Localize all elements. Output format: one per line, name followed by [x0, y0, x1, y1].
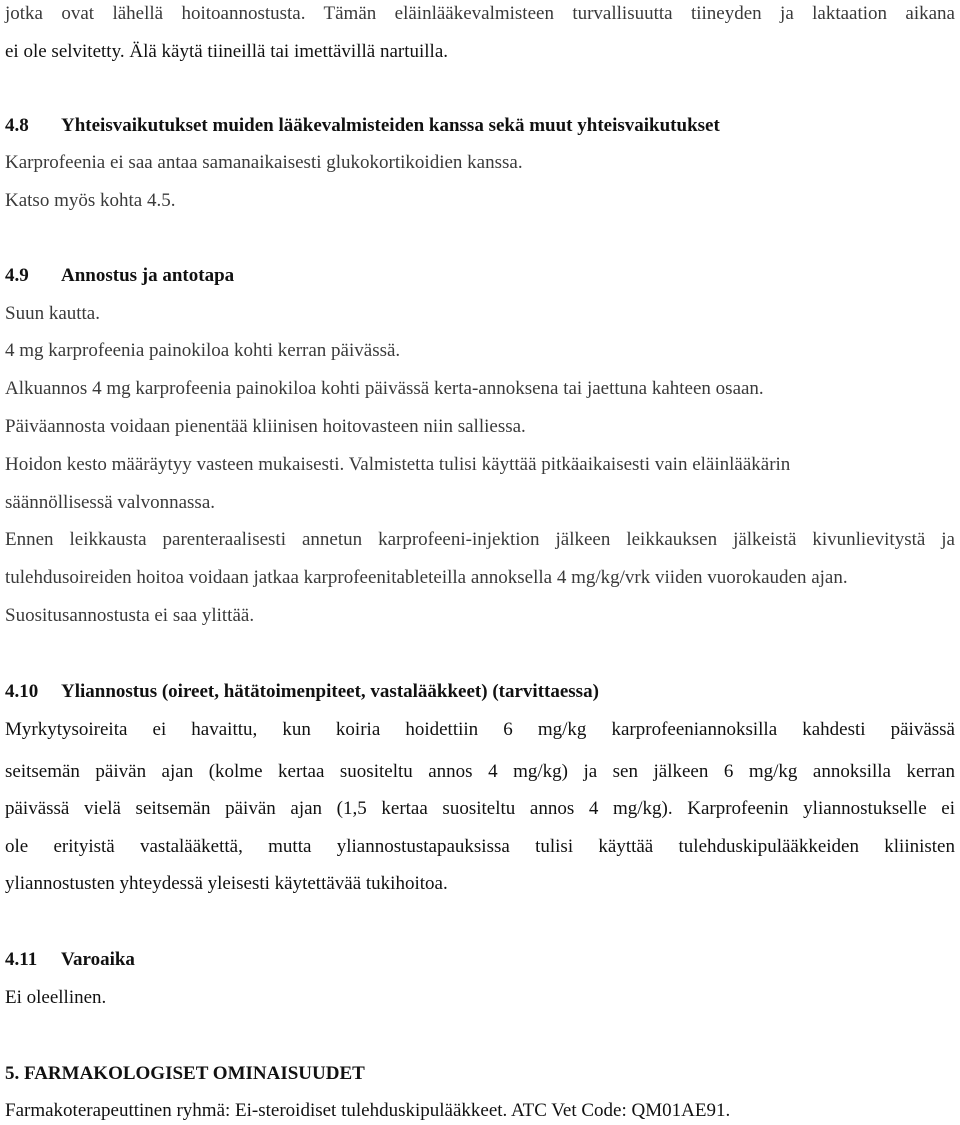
section-4-10-heading [5, 680, 599, 704]
section-number: 4.11 [5, 949, 38, 970]
paragraph-line: 4 mg karprofeenia painokiloa kohti kerran päivässä. [5, 340, 401, 361]
section-title: Annostus ja antotapa [61, 265, 235, 286]
section-4-8-line-2: Katso myös kohta 4.5. [5, 190, 176, 211]
section-4-8-heading [5, 114, 720, 138]
section-title: Yliannostus (oireet, hätätoimenpiteet, vastalääkkeet) (tarvittaessa) [61, 681, 599, 702]
section-4-9-heading [5, 264, 234, 288]
paragraph-line: Myrkytysoireita ei havaittu, kun koiria hoidettiin 6 mg/kg karprofeeniannoksilla kahdesti päivässä [5, 719, 955, 740]
paragraph-line: Ennen leikkausta parenteraalisesti annetun karprofeeni-injektion jälkeen leikkauksen jälkeistä kivunlievitystä ja [5, 529, 955, 550]
section-4-11-heading [5, 948, 135, 972]
paragraph-line: säännöllisessä valvonnassa. [5, 492, 216, 513]
paragraph-line: Suun kautta. [5, 303, 100, 324]
section-number: 4.9 [5, 265, 29, 286]
section-4-11-line-1: Ei oleellinen. [5, 987, 107, 1008]
paragraph-line: seitsemän päivän ajan (kolme kertaa suositeltu annos 4 mg/kg) ja sen jälkeen 6 mg/kg annoksilla kerran [5, 761, 955, 782]
paragraph-line: yliannostusten yhteydessä yleisesti käytettävää tukihoitoa. [5, 873, 448, 894]
section-5-line-1: Farmakoterapeuttinen ryhmä: Ei-steroidiset tulehduskipulääkkeet. ATC Vet Code: QM01AE91. [5, 1100, 731, 1121]
intro-line-2: ei ole selvitetty. Älä käytä tiineillä tai imettävillä nartuilla. [5, 41, 449, 62]
section-5-heading: 5. FARMAKOLOGISET OMINAISUUDET [5, 1063, 365, 1084]
intro-line-1: jotka ovat lähellä hoitoannostusta. Tämän eläinlääkevalmisteen turvallisuutta tiineyden ja laktaation aikana [5, 3, 955, 24]
paragraph-line: Hoidon kesto määräytyy vasteen mukaisesti. Valmistetta tulisi käyttää pitkäaikaisesti vain eläinlääkärin [5, 454, 791, 475]
paragraph-line: tulehdusoireiden hoitoa voidaan jatkaa karprofeenitableteilla annoksella 4 mg/kg/vrk viiden vuorokauden ajan. [5, 567, 848, 588]
paragraph-line: Päiväannosta voidaan pienentää kliinisen hoitovasteen niin salliessa. [5, 416, 526, 437]
section-title: Varoaika [61, 949, 135, 970]
paragraph-line: Alkuannos 4 mg karprofeenia painokiloa kohti päivässä kerta-annoksena tai jaettuna kahteen osaan. [5, 378, 764, 399]
section-title: Yhteisvaikutukset muiden lääkevalmisteiden kanssa sekä muut yhteisvaikutukset [61, 115, 720, 136]
section-number: 4.8 [5, 115, 29, 136]
paragraph-line: Suositusannostusta ei saa ylittää. [5, 605, 255, 626]
paragraph-line: ole erityistä vastalääkettä, mutta yliannostustapauksissa tulisi käyttää tulehduskipulääkkeiden kliinisten [5, 836, 955, 857]
section-4-8-line-1: Karprofeenia ei saa antaa samanaikaisesti glukokortikoidien kanssa. [5, 152, 523, 173]
section-number: 4.10 [5, 681, 39, 702]
paragraph-line: päivässä vielä seitsemän päivän ajan (1,5 kertaa suositeltu annos 4 mg/kg). Karprofeenin yliannostukselle ei [5, 798, 955, 819]
